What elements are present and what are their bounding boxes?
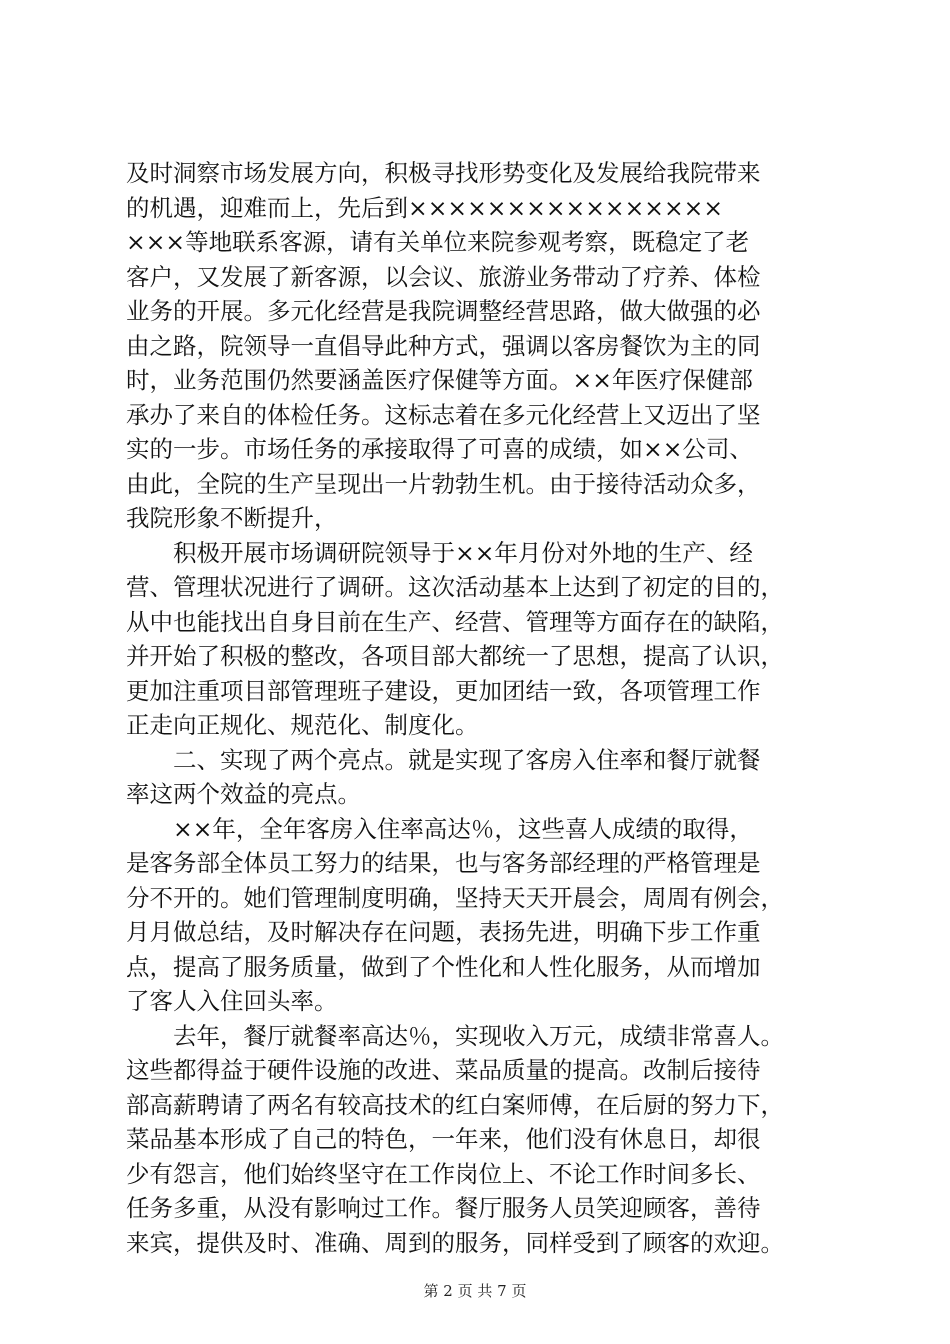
text-line: 我院形象不断提升， xyxy=(126,504,338,532)
text-line: 分不开的。她们管理制度明确，坚持天天开晨会，周周有例会， xyxy=(126,883,784,912)
text-line: 部高薪聘请了两名有较高技术的红白案师傅，在后厨的努力下， xyxy=(126,1090,784,1119)
text-line: 客户，又发展了新客源，以会议、旅游业务带动了疗养、体检 xyxy=(126,262,761,291)
text-line: 时，业务范围仍然要涵盖医疗保健等方面。××年医疗保健部 xyxy=(126,366,753,394)
text-line: 任务多重，从没有影响过工作。餐厅服务人员笑迎顾客，善待 xyxy=(126,1194,761,1222)
text-line: 来宾，提供及时、准确、周到的服务，同样受到了顾客的欢迎。 xyxy=(126,1228,784,1257)
text-line: 业务的开展。多元化经营是我院调整经营思路，做大做强的必 xyxy=(126,297,761,325)
text-line: 由此，全院的生产呈现出一片勃勃生机。由于接待活动众多， xyxy=(126,469,761,498)
text-line: ×××等地联系客源，请有关单位来院参观考察，既稳定了老 xyxy=(126,228,750,256)
text-line: 积极开展市场调研院领导于××年月份对外地的生产、经 xyxy=(126,538,753,567)
text-line: 点，提高了服务质量，做到了个性化和人性化服务，从而增加 xyxy=(126,952,761,981)
text-line: 菜品基本形成了自己的特色，一年来，他们没有休息日，却很 xyxy=(126,1125,761,1153)
text-line: ××年，全年客房入住率高达％，这些喜人成绩的取得， xyxy=(126,814,753,843)
text-line: 了客人入住回头率。 xyxy=(126,987,338,1015)
text-line: 正走向正规化、规范化、制度化。 xyxy=(126,711,479,739)
page-number-footer: 第 2 页 共 7 页 xyxy=(423,1282,527,1300)
text-line: 的机遇，迎难而上，先后到×××××××××××××××× xyxy=(126,193,724,222)
text-line: 率这两个效益的亮点。 xyxy=(126,780,361,808)
body-text xyxy=(126,156,846,1260)
text-line: 少有怨言，他们始终坚守在工作岗位上、不论工作时间多长、 xyxy=(126,1159,761,1188)
text-line: 二、实现了两个亮点。就是实现了客房入住率和餐厅就餐 xyxy=(126,745,761,774)
text-line: 承办了来自的体检任务。这标志着在多元化经营上又迈出了坚 xyxy=(126,400,761,429)
text-line: 这些都得益于硬件设施的改进、菜品质量的提高。改制后接待 xyxy=(126,1056,761,1084)
text-line: 从中也能找出自身目前在生产、经营、管理等方面存在的缺陷， xyxy=(126,607,784,636)
text-line: 并开始了积极的整改，各项目部大都统一了思想，提高了认识， xyxy=(126,642,784,670)
text-line: 是客务部全体员工努力的结果，也与客务部经理的严格管理是 xyxy=(126,849,761,877)
text-line: 去年，餐厅就餐率高达％，实现收入万元，成绩非常喜人。 xyxy=(126,1021,784,1050)
text-line: 及时洞察市场发展方向，积极寻找形势变化及发展给我院带来 xyxy=(126,159,761,187)
text-line: 实的一步。市场任务的承接取得了可喜的成绩，如××公司、 xyxy=(126,435,753,463)
text-line: 营、管理状况进行了调研。这次活动基本上达到了初定的目的， xyxy=(126,573,784,601)
text-line: 由之路，院领导一直倡导此种方式，强调以客房餐饮为主的同 xyxy=(126,331,761,360)
text-line: 更加注重项目部管理班子建设，更加团结一致，各项管理工作 xyxy=(126,676,761,705)
text-line: 月月做总结，及时解决存在问题，表扬先进，明确下步工作重 xyxy=(126,918,761,946)
